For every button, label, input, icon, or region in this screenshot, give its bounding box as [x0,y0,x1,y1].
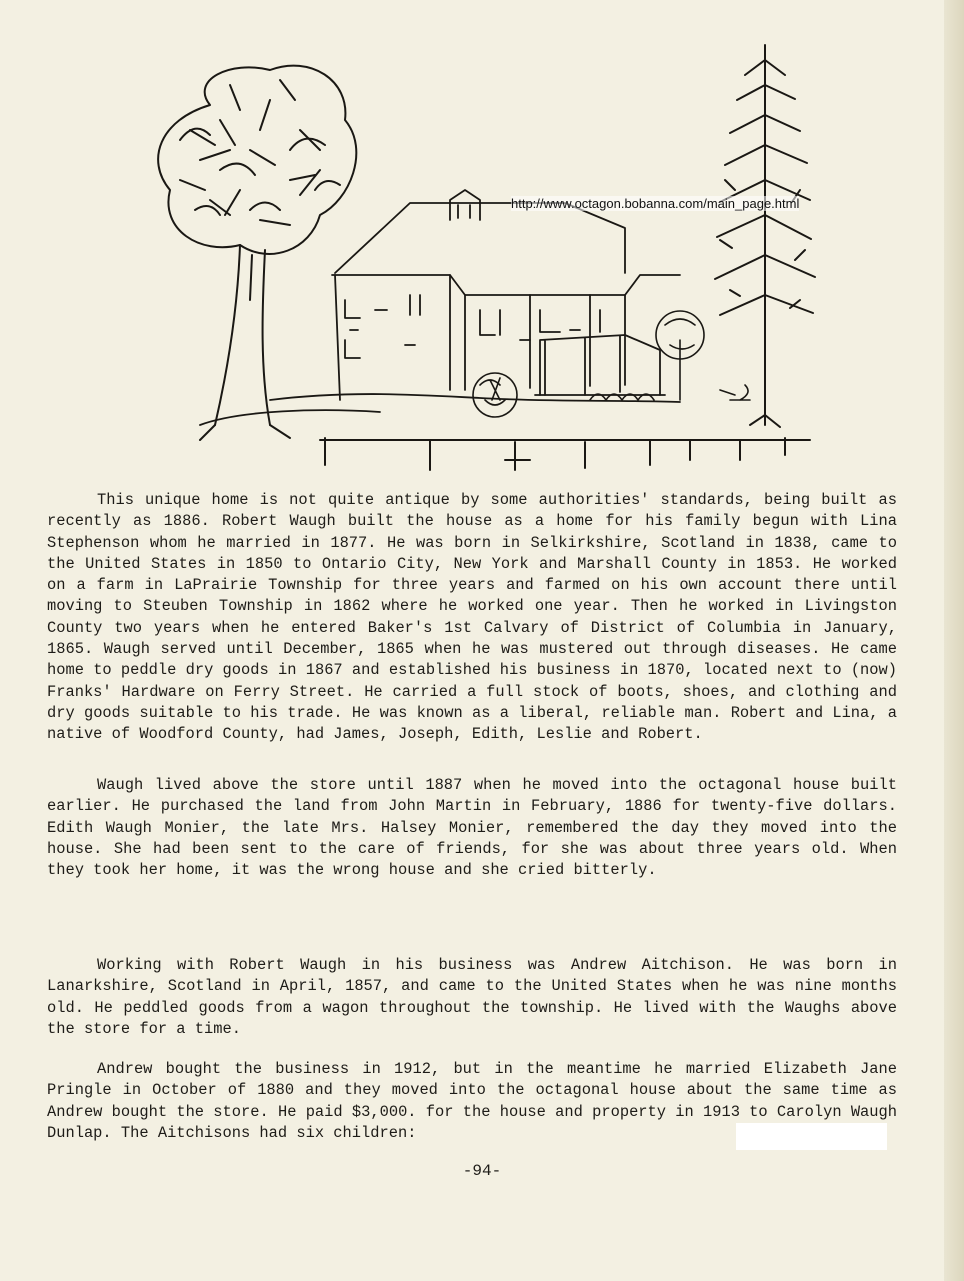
fence [320,438,810,470]
paragraph-1: This unique home is not quite antique by some authorities' standards, being built as recently as 1886. Robert Waugh built the house as a home for his family begun with Lina Stephenson whom he married in 1877. He was born in Selkirkshire, Scotland in 1838, came to the United States in 1850 to Ontario City, New York and Marshall County in 1853. He worked on a farm in LaPrairie Township for three years and farmed on his own account there until moving to Steuben Township in 1862 where he worked one year. Then he worked in Livingston County two years when he entered Baker's 1st Calvary of District of Columbia in January, 1865. Waugh served until December, 1865 when he was mustered out through diseases. He came home to peddle dry goods in 1867 and established his business in 1870, located next to (now) Franks' Hardware on Ferry Street. He carried a full stock of boots, shoes, and clothing and dry goods suitable to his trade. He was known as a liberal, reliable man. Robert and Lina, a native of Woodford County, had James, Joseph, Edith, Leslie and Robert. [47,491,897,744]
paragraph-2: Waugh lived above the store until 1887 when he moved into the octagonal house built earlier. He purchased the land from John Martin in February, 1886 for twenty-five dollars. Edith Waugh Monier, the late Mrs. Halsey Monier, remembered the day they moved into the house. She had been sent to the care of friends, for she was about three years old. When they took her home, it was the wrong house and she cried bitterly. [47,776,897,880]
redaction-box [736,1123,887,1150]
page-number: -94- [462,1162,502,1180]
page-edge-shadow [944,0,964,1281]
deciduous-tree [158,66,356,440]
house-illustration [120,40,820,480]
source-url-watermark: http://www.octagon.bobanna.com/main_page.html [511,196,800,211]
octagonal-house [200,190,680,425]
paragraph-4: Andrew bought the business in 1912, but in the meantime he married Elizabeth Jane Pringle in October of 1880 and they moved into the octagonal house about the same time as Andrew bought the store. He paid $3,000. for the house and property in 1913 to Carolyn Waugh Dunlap. The Aitchisons had six children: [47,1060,897,1142]
paragraph-3: Working with Robert Waugh in his business was Andrew Aitchison. He was born in Lanarkshire, Scotland in April, 1857, and came to the United States when he was nine months old. He peddled goods from a wagon throughout the township. He lived with the Waughs above the store for a time. [47,956,897,1038]
conifer-tree [715,45,815,427]
